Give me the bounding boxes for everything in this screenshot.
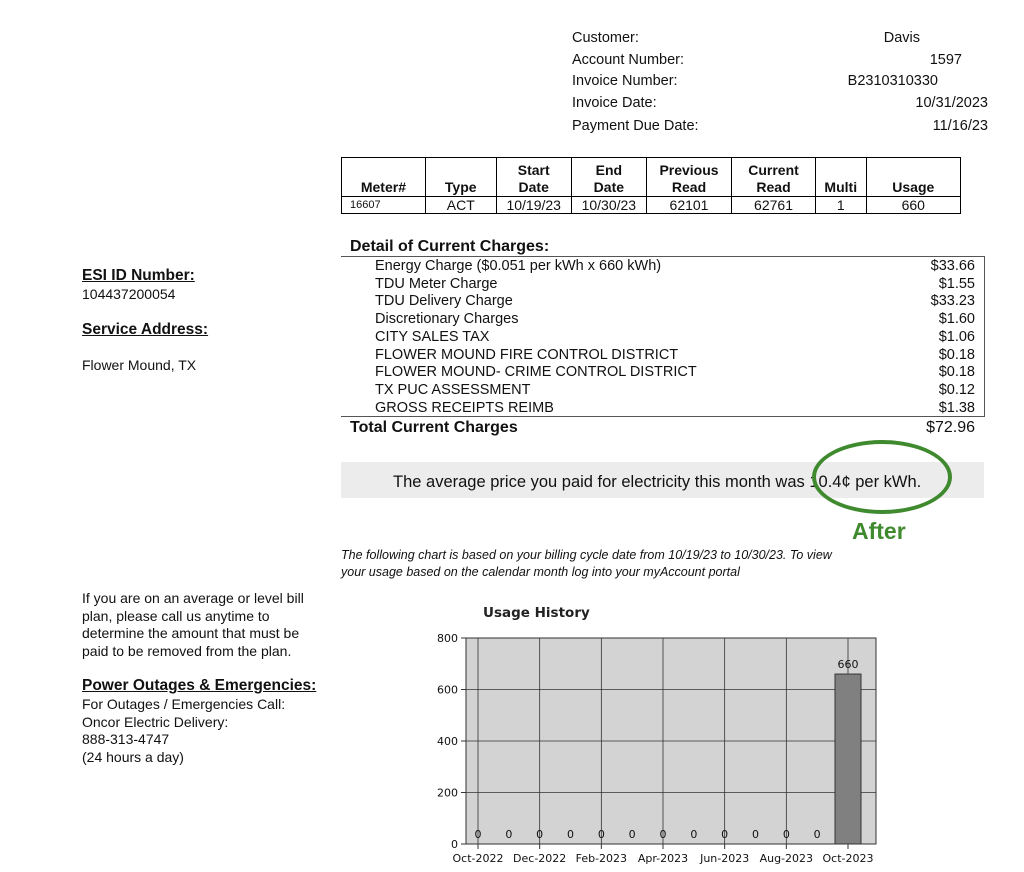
level-bill-line: determine the amount that must be bbox=[82, 625, 300, 641]
meter-col-header bbox=[866, 158, 960, 197]
charge-amount: $0.18 bbox=[938, 364, 975, 381]
outage-line: For Outages / Emergencies Call: bbox=[82, 696, 286, 712]
chart-note-line: your usage based on the calendar month log into your myAccount portal bbox=[341, 565, 740, 579]
meter-col-header bbox=[815, 158, 866, 197]
meter-col-header bbox=[646, 158, 731, 197]
charge-row bbox=[375, 310, 975, 328]
y-tick-label: 400 bbox=[437, 735, 458, 748]
average-price-value: 10.4¢ per kWh. bbox=[809, 473, 922, 491]
chart-title: Usage History bbox=[483, 605, 590, 621]
y-tick-label: 800 bbox=[437, 632, 458, 645]
bar-value-label: 0 bbox=[474, 828, 482, 841]
charge-amount: $1.38 bbox=[938, 399, 975, 416]
account-number-value: 1597 bbox=[929, 52, 962, 68]
outage-line: Oncor Electric Delivery: bbox=[82, 713, 229, 730]
charge-amount: $1.55 bbox=[938, 275, 975, 292]
meter-col-header-line: Start bbox=[517, 162, 550, 178]
level-bill-line: plan, please call us anytime to bbox=[82, 607, 270, 624]
charge-label: Energy Charge ($0.051 per kWh x 660 kWh) bbox=[375, 258, 662, 274]
charge-row bbox=[375, 346, 975, 364]
y-tick-label: 0 bbox=[451, 838, 458, 851]
account-number-label: Account Number: bbox=[572, 52, 685, 68]
meter-col-header-line: Read bbox=[671, 179, 707, 195]
service-address-value: Flower Mound, TX bbox=[82, 357, 197, 373]
x-tick-label: Oct-2022 bbox=[452, 852, 504, 865]
due-date-label: Payment Due Date: bbox=[572, 118, 699, 134]
meter-cell: 10/30/23 bbox=[571, 197, 646, 214]
bar bbox=[835, 674, 861, 844]
bar-value-label: 0 bbox=[813, 828, 821, 841]
meter-col-header-line: Read bbox=[756, 179, 791, 195]
charge-label: TX PUC ASSESSMENT bbox=[375, 381, 531, 398]
meter-col-header-line: Current bbox=[748, 162, 799, 178]
after-label: After bbox=[852, 518, 906, 544]
service-address-heading: Service Address: bbox=[82, 321, 209, 338]
charge-amount: $1.60 bbox=[938, 311, 975, 328]
charge-row bbox=[375, 399, 975, 417]
bar-value-label: 0 bbox=[628, 828, 636, 841]
meter-table-header bbox=[342, 158, 961, 197]
meter-col-header bbox=[342, 158, 426, 197]
x-tick-label: Dec-2022 bbox=[513, 852, 567, 865]
meter-col-header-line: Date bbox=[593, 179, 625, 195]
total-charges-amount: $72.96 bbox=[926, 419, 975, 436]
meter-table-row bbox=[342, 197, 961, 214]
x-tick-label: Apr-2023 bbox=[637, 852, 689, 865]
charge-row bbox=[375, 257, 975, 275]
meter-col-header bbox=[496, 158, 571, 197]
charge-row bbox=[375, 363, 975, 381]
level-bill-note bbox=[82, 590, 304, 660]
x-tick-label: Feb-2023 bbox=[575, 852, 628, 865]
y-tick-label: 200 bbox=[437, 786, 458, 800]
charge-label: GROSS RECEIPTS REIMB bbox=[375, 399, 554, 416]
x-tick-label: Jun-2023 bbox=[700, 852, 750, 865]
level-bill-line: paid to be removed from the plan. bbox=[82, 642, 292, 659]
bar-value-label: 0 bbox=[505, 828, 513, 841]
meter-col-header bbox=[425, 158, 496, 197]
charge-row bbox=[375, 292, 975, 310]
charges-heading: Detail of Current Charges: bbox=[350, 238, 550, 255]
average-price-prefix: The average price you paid for electricity this month was bbox=[393, 473, 810, 491]
meter-col-header-line: Usage bbox=[892, 179, 935, 195]
meter-col-header-line: Date bbox=[518, 179, 549, 195]
outage-heading: Power Outages & Emergencies: bbox=[82, 677, 317, 694]
meter-cell: 10/19/23 bbox=[496, 197, 571, 214]
charge-row bbox=[375, 328, 975, 346]
charge-amount: $0.12 bbox=[938, 381, 975, 398]
charge-label: FLOWER MOUND- CRIME CONTROL DISTRICT bbox=[375, 364, 697, 381]
meter-col-header bbox=[571, 158, 646, 197]
invoice-number-label: Invoice Number: bbox=[572, 73, 678, 89]
meter-cell: 62101 bbox=[646, 197, 731, 214]
meter-col-header-line: Meter# bbox=[360, 179, 406, 195]
charge-row bbox=[375, 381, 975, 399]
esi-id-heading: ESI ID Number: bbox=[82, 267, 195, 284]
meter-col-header-line: Multi bbox=[824, 179, 858, 195]
y-tick-label: 600 bbox=[437, 683, 458, 697]
customer-label: Customer: bbox=[572, 30, 639, 46]
invoice-date-label: Invoice Date: bbox=[572, 95, 657, 111]
charge-amount: $1.06 bbox=[938, 328, 975, 345]
charge-amount: $33.66 bbox=[930, 258, 975, 274]
meter-cell: 1 bbox=[815, 197, 866, 214]
level-bill-line: If you are on an average or level bill bbox=[82, 590, 304, 606]
meter-table bbox=[341, 157, 961, 214]
charge-amount: $0.18 bbox=[938, 346, 975, 363]
x-tick-label: Oct-2023 bbox=[822, 852, 874, 865]
x-tick-label: Aug-2023 bbox=[759, 852, 814, 865]
charge-amount: $33.23 bbox=[930, 293, 975, 310]
charge-row bbox=[375, 275, 975, 293]
due-date-value: 11/16/23 bbox=[932, 118, 988, 134]
charge-label: TDU Delivery Charge bbox=[375, 293, 513, 310]
meter-col-header-line: Previous bbox=[659, 162, 719, 178]
charge-label: FLOWER MOUND FIRE CONTROL DISTRICT bbox=[375, 346, 679, 363]
meter-cell: 16607 bbox=[342, 197, 426, 214]
bar-value-label: 0 bbox=[536, 828, 544, 841]
outage-line: (24 hours a day) bbox=[82, 748, 184, 765]
charge-label: CITY SALES TAX bbox=[375, 328, 490, 345]
invoice-number-value: B2310310330 bbox=[847, 73, 938, 89]
charge-label: TDU Meter Charge bbox=[375, 275, 498, 292]
bar-value-label: 0 bbox=[567, 828, 574, 841]
chart-note-line: The following chart is based on your billing cycle date from 10/19/23 to 10/30/23. To view bbox=[341, 548, 832, 562]
meter-cell: 62761 bbox=[732, 197, 816, 214]
outage-phone: 888-313-4747 bbox=[82, 731, 170, 747]
meter-col-header-line: End bbox=[595, 162, 623, 178]
meter-col-header bbox=[732, 158, 816, 197]
meter-cell: 660 bbox=[866, 197, 960, 214]
total-charges-label: Total Current Charges bbox=[350, 419, 518, 436]
esi-id-value: 104437200054 bbox=[82, 286, 176, 302]
bar-value-label: 660 bbox=[837, 658, 859, 672]
highlight-circle bbox=[812, 440, 952, 514]
bar-value-label: 0 bbox=[752, 828, 759, 841]
bar-value-label: 0 bbox=[782, 828, 790, 841]
bar-value-label: 0 bbox=[659, 828, 667, 841]
bar-value-label: 0 bbox=[690, 828, 698, 841]
outage-info bbox=[82, 696, 285, 766]
charge-label: Discretionary Charges bbox=[375, 311, 519, 328]
meter-cell: ACT bbox=[425, 197, 496, 214]
usage-history-chart bbox=[420, 598, 900, 870]
meter-col-header-line: Type bbox=[444, 179, 477, 195]
invoice-date-value: 10/31/2023 bbox=[915, 95, 988, 111]
bar-value-label: 0 bbox=[721, 828, 729, 841]
bar-value-label: 0 bbox=[597, 828, 605, 841]
customer-value: Davis bbox=[883, 30, 920, 46]
